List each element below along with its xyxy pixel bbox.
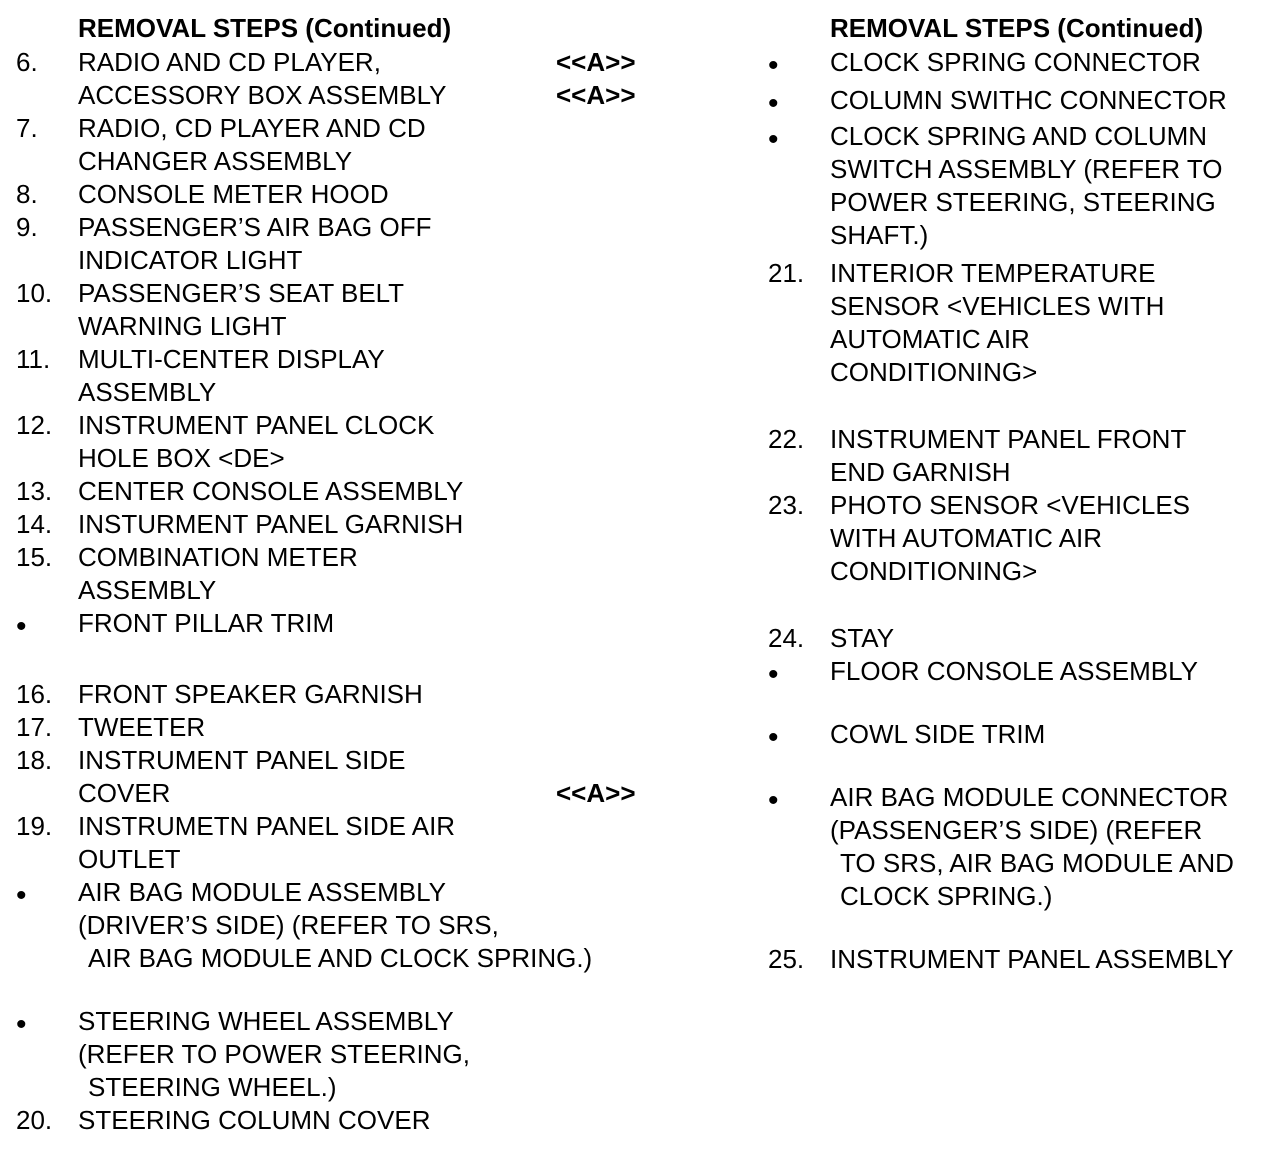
list-item: [768, 46, 1273, 82]
step-number: 24.: [768, 623, 805, 653]
step-text-line: COWL SIDE TRIM: [830, 719, 1046, 749]
step-text-line: MULTI-CENTER DISPLAY: [78, 344, 385, 374]
list-item: [16, 876, 656, 975]
step-text-line: INSTRUMETN PANEL SIDE AIR: [78, 811, 456, 841]
list-item: [768, 943, 1273, 976]
step-text-line: (REFER TO POWER STEERING,: [78, 1039, 470, 1069]
step-number: 18.: [16, 745, 53, 775]
step-number: 17.: [16, 712, 53, 742]
list-item: [768, 622, 1273, 655]
list-item: [16, 211, 656, 277]
reference-mark: <<A>>: [556, 80, 636, 110]
step-text-line: COVER: [78, 778, 171, 808]
step-text-line: SWITCH ASSEMBLY (REFER TO: [830, 154, 1223, 184]
step-text-line: SHAFT.): [830, 220, 929, 250]
step-text-line: INSTRUMENT PANEL FRONT: [830, 424, 1187, 454]
left-column: [16, 46, 656, 1137]
step-text-line: COLUMN SWITHC CONNECTOR: [830, 85, 1227, 115]
bullet-marker: •: [768, 658, 779, 691]
list-item: [16, 409, 656, 475]
list-item: [16, 810, 656, 876]
reference-mark: <<A>>: [556, 778, 636, 808]
list-item: [16, 541, 656, 607]
step-text-line: PASSENGER’S AIR BAG OFF: [78, 212, 432, 242]
step-text-line: CENTER CONSOLE ASSEMBLY: [78, 476, 464, 506]
list-item: [16, 508, 656, 541]
bullet-marker: •: [16, 1008, 27, 1041]
left-heading: REMOVAL STEPS (Continued): [78, 13, 452, 43]
list-item: [768, 120, 1273, 252]
step-text-line: (PASSENGER’S SIDE) (REFER: [830, 815, 1203, 845]
right-heading: REMOVAL STEPS (Continued): [830, 13, 1204, 43]
step-text-line: STEERING WHEEL.): [88, 1072, 337, 1102]
list-item: [16, 1005, 656, 1104]
bullet-marker: •: [768, 784, 779, 817]
bullet-marker: •: [768, 123, 779, 156]
bullet-marker: •: [768, 49, 779, 82]
step-text-line: RADIO, CD PLAYER AND CD: [78, 113, 426, 143]
step-text-line: ACCESSORY BOX ASSEMBLY: [78, 80, 447, 110]
list-item: [16, 343, 656, 409]
step-text-line: OUTLET: [78, 844, 181, 874]
step-text-line: RADIO AND CD PLAYER,: [78, 47, 381, 77]
step-number: 25.: [768, 944, 805, 974]
list-item: [768, 781, 1273, 913]
step-number: 11.: [16, 344, 51, 374]
step-text-line: FRONT PILLAR TRIM: [78, 608, 335, 638]
step-text-line: WARNING LIGHT: [78, 311, 287, 341]
step-text-line: COMBINATION METER: [78, 542, 358, 572]
step-text-line: FLOOR CONSOLE ASSEMBLY: [830, 656, 1198, 686]
list-item: [768, 489, 1273, 588]
step-number: 15.: [16, 542, 53, 572]
list-item: [16, 475, 656, 508]
bullet-marker: •: [768, 721, 779, 754]
list-item: [16, 711, 656, 744]
list-item: [768, 655, 1273, 691]
step-text-line: CHANGER ASSEMBLY: [78, 146, 353, 176]
step-number: 14.: [16, 509, 53, 539]
step-text-line: END GARNISH: [830, 457, 1011, 487]
step-number: 12.: [16, 410, 53, 440]
step-text-line: INTERIOR TEMPERATURE: [830, 258, 1156, 288]
step-text-line: INSTRUMENT PANEL SIDE: [78, 745, 406, 775]
step-text-line: ASSEMBLY: [78, 377, 217, 407]
step-number: 9.: [16, 212, 38, 242]
step-number: 22.: [768, 424, 805, 454]
step-text-line: CLOCK SPRING CONNECTOR: [830, 47, 1201, 77]
list-item: [16, 46, 656, 112]
step-text-line: AIR BAG MODULE ASSEMBLY: [78, 877, 446, 907]
step-text-line: CONDITIONING>: [830, 357, 1038, 387]
step-text-line: CLOCK SPRING.): [840, 881, 1053, 911]
step-text-line: TWEETER: [78, 712, 206, 742]
step-text-line: (DRIVER’S SIDE) (REFER TO SRS,: [78, 910, 499, 940]
step-number: 20.: [16, 1105, 53, 1135]
list-item: [768, 84, 1273, 120]
bullet-marker: •: [768, 87, 779, 120]
step-text-line: AIR BAG MODULE CONNECTOR: [830, 782, 1229, 812]
step-number: 16.: [16, 679, 53, 709]
step-number: 6.: [16, 47, 38, 77]
step-number: 10.: [16, 278, 53, 308]
step-text-line: STEERING WHEEL ASSEMBLY: [78, 1006, 454, 1036]
list-item: [16, 112, 656, 178]
step-number: 21.: [768, 258, 805, 288]
list-item: [16, 744, 656, 810]
list-item: [768, 423, 1273, 489]
step-text-line: PASSENGER’S SEAT BELT: [78, 278, 405, 308]
step-text-line: ASSEMBLY: [78, 575, 217, 605]
step-number: 23.: [768, 490, 805, 520]
list-item: [768, 718, 1273, 754]
bullet-marker: •: [16, 879, 27, 912]
step-text-line: WITH AUTOMATIC AIR: [830, 523, 1103, 553]
step-text-line: STAY: [830, 623, 895, 653]
step-text-line: CONSOLE METER HOOD: [78, 179, 389, 209]
step-text-line: INSTRUMENT PANEL ASSEMBLY: [830, 944, 1234, 974]
step-text-line: CONDITIONING>: [830, 556, 1038, 586]
list-item: [16, 277, 656, 343]
list-item: [16, 1104, 656, 1137]
list-item: [16, 178, 656, 211]
step-text-line: AUTOMATIC AIR: [830, 324, 1030, 354]
reference-mark: <<A>>: [556, 47, 636, 77]
step-text-line: POWER STEERING, STEERING: [830, 187, 1216, 217]
right-column: [768, 46, 1273, 976]
step-text-line: AIR BAG MODULE AND CLOCK SPRING.): [88, 943, 593, 973]
step-text-line: SENSOR <VEHICLES WITH: [830, 291, 1165, 321]
step-text-line: INSTURMENT PANEL GARNISH: [78, 509, 464, 539]
step-number: 7.: [16, 113, 38, 143]
bullet-marker: •: [16, 610, 27, 643]
step-text-line: FRONT SPEAKER GARNISH: [78, 679, 423, 709]
step-text-line: PHOTO SENSOR <VEHICLES: [830, 490, 1191, 520]
step-number: 13.: [16, 476, 53, 506]
step-number: 8.: [16, 179, 38, 209]
list-item: [16, 678, 656, 711]
step-text-line: TO SRS, AIR BAG MODULE AND: [840, 848, 1234, 878]
step-number: 19.: [16, 811, 53, 841]
step-text-line: INDICATOR LIGHT: [78, 245, 303, 275]
list-item: [768, 257, 1273, 389]
step-text-line: STEERING COLUMN COVER: [78, 1105, 431, 1135]
step-text-line: HOLE BOX <DE>: [78, 443, 285, 473]
step-text-line: INSTRUMENT PANEL CLOCK: [78, 410, 435, 440]
list-item: [16, 607, 656, 643]
step-text-line: CLOCK SPRING AND COLUMN: [830, 121, 1208, 151]
